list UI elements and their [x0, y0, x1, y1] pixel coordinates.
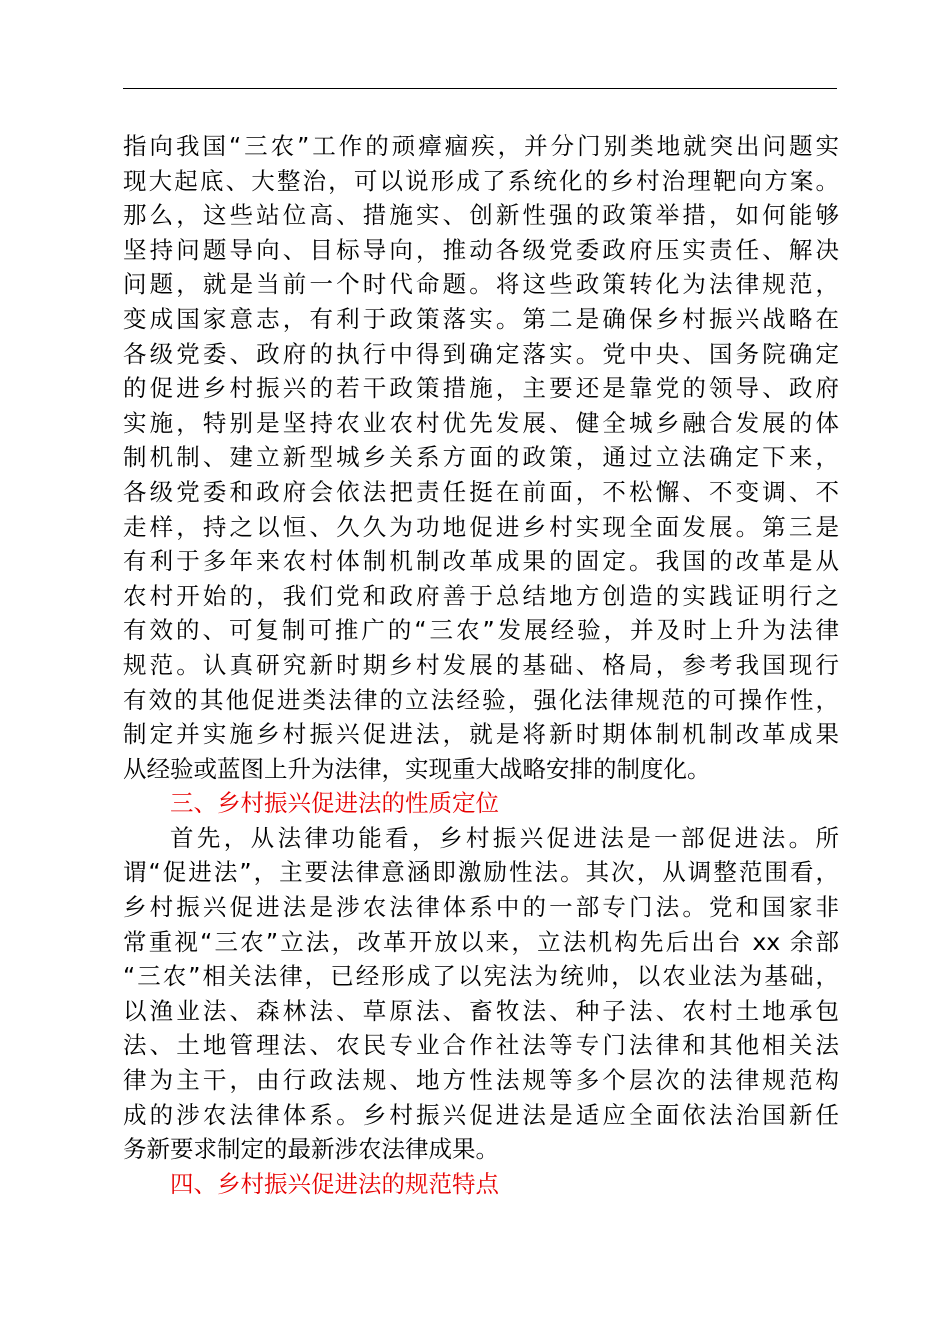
text-line: 以渔业法、森林法、草原法、畜牧法、种子法、农村土地承包 — [123, 996, 839, 1025]
text-line: 那么，这些站位高、措施实、创新性强的政策举措，如何能够 — [123, 201, 839, 230]
text-line: 变成国家意志，有利于政策落实。第二是确保乡村振兴战略在 — [123, 304, 839, 333]
text-line: 现大起底、大整治，可以说形成了系统化的乡村治理靶向方案。 — [123, 166, 839, 195]
section-heading-4: 四、乡村振兴促进法的规范特点 — [170, 1169, 499, 1198]
text-line: 常重视“三农”立法，改革开放以来，立法机构先后出台 xx 余部 — [123, 927, 839, 956]
text-line: “三农”相关法律，已经形成了以宪法为统帅，以农业法为基础， — [123, 962, 839, 991]
text-line: 谓“促进法”，主要法律意涵即激励性法。其次，从调整范围看， — [123, 858, 839, 887]
text-line: 有利于多年来农村体制机制改革成果的固定。我国的改革是从 — [123, 547, 839, 576]
text-line: 律为主干，由行政法规、地方性法规等多个层次的法律规范构 — [123, 1066, 839, 1095]
text-line: 法、土地管理法、农民专业合作社法等专门法律和其他相关法 — [123, 1031, 839, 1060]
text-line: 制定并实施乡村振兴促进法，就是将新时期体制机制改革成果 — [123, 720, 839, 749]
paragraph-1 — [123, 129, 839, 786]
text-line: 乡村振兴促进法是涉农法律体系中的一部专门法。党和国家非 — [123, 893, 839, 922]
text-line: 各级党委、政府的执行中得到确定落实。党中央、国务院确定 — [123, 339, 839, 368]
paragraph-2 — [123, 821, 839, 1167]
text-line: 有效的、可复制可推广的“三农”发展经验，并及时上升为法律 — [123, 616, 839, 645]
text-line: 成的涉农法律体系。乡村振兴促进法是适应全面依法治国新任 — [123, 1100, 839, 1129]
text-line: 首先，从法律功能看，乡村振兴促进法是一部促进法。所 — [170, 823, 839, 852]
header-rule — [123, 88, 837, 89]
text-line: 的促进乡村振兴的若干政策措施，主要还是靠党的领导、政府 — [123, 374, 839, 403]
document-body — [123, 129, 839, 1201]
text-line: 务新要求制定的最新涉农法律成果。 — [123, 1135, 499, 1164]
text-line: 制机制、建立新型城乡关系方面的政策，通过立法确定下来， — [123, 443, 839, 472]
text-line: 从经验或蓝图上升为法律，实现重大战略安排的制度化。 — [123, 754, 711, 783]
text-line: 实施，特别是坚持农业农村优先发展、健全城乡融合发展的体 — [123, 408, 839, 437]
section-heading-3: 三、乡村振兴促进法的性质定位 — [170, 789, 499, 818]
text-line: 各级党委和政府会依法把责任挺在前面，不松懈、不变调、不 — [123, 477, 839, 506]
text-line: 指向我国“三农”工作的顽瘴痼疾，并分门别类地就突出问题实 — [123, 132, 839, 160]
text-line: 有效的其他促进类法律的立法经验，强化法律规范的可操作性， — [123, 685, 839, 714]
text-line: 规范。认真研究新时期乡村发展的基础、格局，参考我国现行 — [123, 650, 839, 679]
text-line: 问题，就是当前一个时代命题。将这些政策转化为法律规范， — [123, 270, 839, 299]
text-line: 走样，持之以恒、久久为功地促进乡村实现全面发展。第三是 — [123, 512, 839, 541]
text-line: 农村开始的，我们党和政府善于总结地方创造的实践证明行之 — [123, 581, 839, 610]
text-line: 坚持问题导向、目标导向，推动各级党委政府压实责任、解决 — [123, 235, 839, 264]
